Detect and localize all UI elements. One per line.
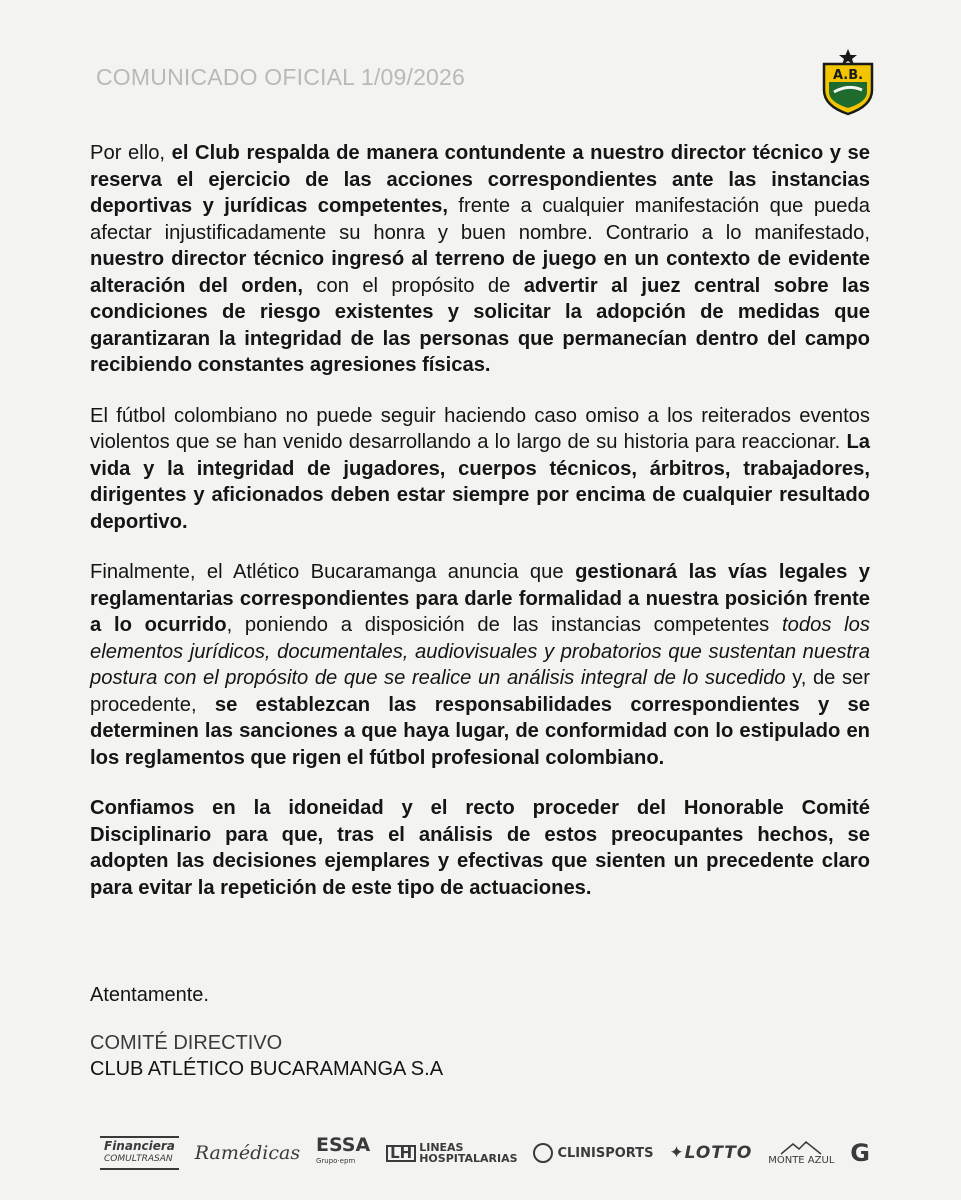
text-run: con el propósito de — [303, 274, 524, 297]
text-run: Finalmente, el Atlético Bucaramanga anuncia que — [90, 561, 576, 583]
club-crest-icon — [818, 48, 878, 116]
sponsor-lineas-hospitalarias-logo: LH LINEAS HOSPITALARIAS — [386, 1142, 517, 1164]
text-run: Confiamos en la idoneidad y el recto proceder del Honorable Comité Disciplinario para que, tras el análisis de estos preocupantes hechos, se adopten las decisiones ejemplares y efectivas que sienten un precedente claro para evitar la repetición de este tipo de actuaciones. — [90, 797, 870, 899]
closing-salutation: Atentamente. — [90, 984, 209, 1006]
sponsor-clinisports-logo: CLINISPORTS — [533, 1143, 653, 1163]
communique-title: COMUNICADO OFICIAL 1/09/2026 — [96, 64, 466, 90]
text-run: frente a cualquier manifestación que pueda afectar injustificadamente su honra y buen nombre. — [90, 195, 870, 244]
text-run: se establezcan las responsabilidades correspondientes y se determinen las sanciones a que haya lugar, de conformidad con lo estipulado en los reglamentos que rigen el fútbol profesional colombiano. — [90, 693, 870, 769]
sponsor-lotto-logo: ✦LOTTO — [669, 1143, 753, 1163]
communique-body — [90, 140, 870, 925]
mountain-icon — [779, 1141, 823, 1155]
paragraph-2 — [90, 403, 870, 536]
signature-committee: COMITÉ DIRECTIVO — [90, 1032, 283, 1054]
text-run: el Club respalda de manera contundente a nuestro director técnico y se reserva el ejercicio de las acciones correspondientes ante las instancias deportivas y jurídicas competentes, — [90, 142, 871, 217]
text-run: , poniendo a disposición de las instancias competentes — [226, 614, 783, 636]
text-run: La vida y la integridad de jugadores, cuerpos técnicos, árbitros, trabajadores, dirigentes y aficionados deben estar siempre por encima de cualquier resultado deportivo. — [90, 431, 870, 533]
ball-icon — [533, 1143, 553, 1163]
sponsor-bar — [100, 1128, 870, 1178]
text-run: y, de ser procedente, — [90, 667, 870, 716]
text-run: nuestro director técnico ingresó al terreno de juego en un contexto de evidente alteración del orden, — [90, 248, 870, 297]
paragraph-4 — [90, 795, 870, 901]
text-run: Contrario a lo manifestado, — [592, 221, 870, 244]
sponsor-financiera-logo: Financiera COMULTRASAN — [100, 1136, 179, 1170]
text-run: Por ello, — [90, 142, 172, 164]
sponsor-monte-azul-logo: MONTE AZUL — [768, 1141, 834, 1166]
text-run: El fútbol colombiano no puede seguir haciendo caso omiso a los reiterados eventos violentos que se han venido desarrollando a lo largo de su historia para reaccionar. — [90, 404, 870, 453]
text-run: advertir al juez central sobre las condiciones de riesgo existentes y solicitar la adopción de medidas que garantizaran la integridad de las personas que permanecían dentro del campo recibiendo constantes agresiones físicas. — [90, 274, 870, 376]
sponsor-essa-logo: ESSA Grupo·epm — [315, 1134, 371, 1165]
paragraph-1 — [90, 140, 870, 379]
paragraph-3 — [90, 559, 870, 771]
text-run: gestionará las vías legales y reglamentarias correspondientes para darle formalidad a nuestra posición frente a lo ocurrido — [90, 561, 870, 636]
text-run: todos los elementos jurídicos, documentales, audiovisuales y probatorios que sustentan nuestra postura con el propósito de que se realice un análisis integral de lo sucedido — [90, 614, 870, 689]
svg-text:A.B.: A.B. — [832, 68, 864, 83]
sponsor-ramedicas-logo: Ramédicas — [194, 1142, 301, 1164]
signature-club: CLUB ATLÉTICO BUCARAMANGA S.A — [90, 1058, 444, 1080]
sponsor-gatorade-logo: G — [850, 1139, 870, 1167]
